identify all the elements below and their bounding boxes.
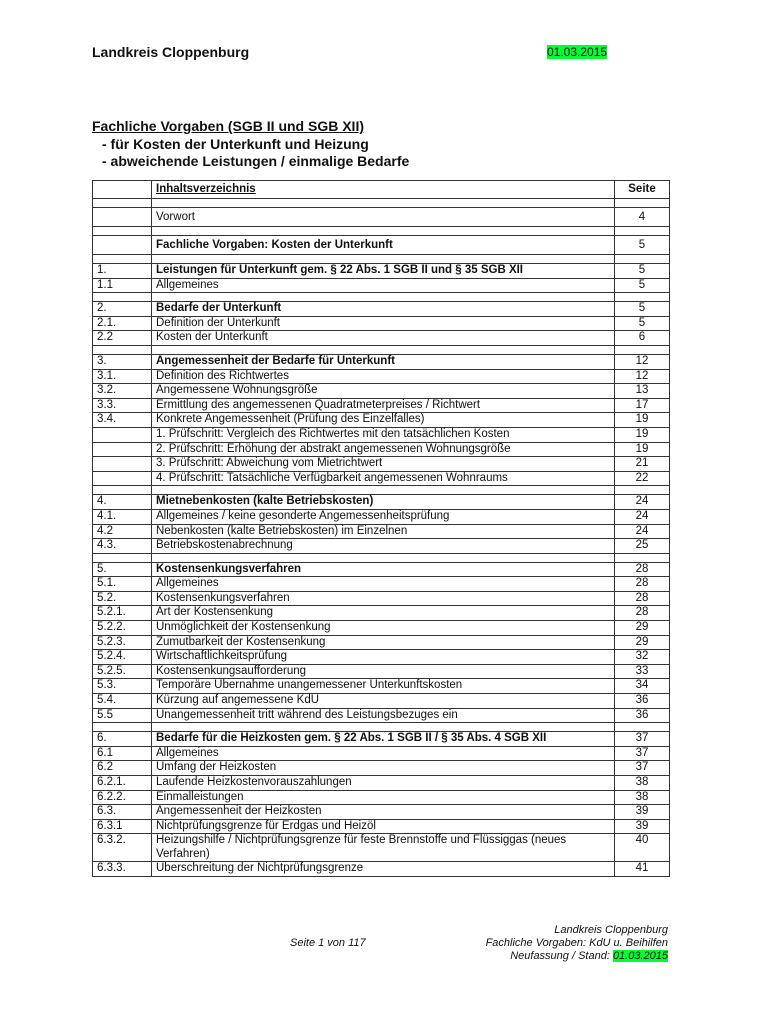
toc-entry-row (93, 761, 670, 776)
toc-entry-number (93, 442, 152, 457)
toc-entry-page: 39 (615, 819, 670, 834)
table-of-contents (92, 180, 670, 877)
toc-entry-row (93, 495, 670, 510)
footer-line-2: Fachliche Vorgaben: KdU u. Beihilfen (485, 937, 668, 949)
title-line-2: - für Kosten der Unterkunft und Heizung (102, 135, 369, 152)
toc-spacer-cell (93, 553, 152, 562)
toc-entry-page: 24 (615, 509, 670, 524)
toc-entry-row (93, 264, 670, 279)
toc-spacer-cell (93, 227, 152, 236)
toc-entry-page: 19 (615, 427, 670, 442)
toc-spacer-cell (93, 293, 152, 302)
toc-spacer-cell (615, 227, 670, 236)
toc-entry-title: Nebenkosten (kalte Betriebskosten) im Einzelnen (152, 524, 615, 539)
toc-entry-page: 6 (615, 331, 670, 346)
toc-entry-page: 33 (615, 664, 670, 679)
toc-entry-number: 3. (93, 354, 152, 369)
footer-line-1: Landkreis Cloppenburg (554, 924, 668, 936)
toc-entry-row (93, 606, 670, 621)
toc-entry-number: 5.2.5. (93, 664, 152, 679)
toc-entry-row (93, 471, 670, 486)
toc-entry-row (93, 278, 670, 293)
title-line-3: - abweichende Leistungen / einmalige Bedarfe (102, 153, 410, 169)
toc-spacer-cell (152, 723, 615, 732)
footer-stand-date: 01.03.2015 (612, 950, 668, 962)
toc-spacer-cell (615, 293, 670, 302)
toc-entry-row (93, 427, 670, 442)
toc-entry-page: 5 (615, 278, 670, 293)
toc-entry-number: 3.1. (93, 369, 152, 384)
toc-page-heading: Seite (615, 181, 670, 199)
toc-spacer-cell (152, 255, 615, 264)
toc-spacer-row (93, 553, 670, 562)
toc-entry-number: 6.1 (93, 746, 152, 761)
toc-entry-row (93, 621, 670, 636)
toc-entry-title: Umfang der Heizkosten (152, 761, 615, 776)
toc-spacer-cell (152, 486, 615, 495)
toc-spacer-cell (615, 255, 670, 264)
toc-entry-number: 5.4. (93, 694, 152, 709)
toc-entry-number: 6.3.1 (93, 819, 152, 834)
toc-entry-page: 19 (615, 442, 670, 457)
toc-spacer-row (93, 199, 670, 208)
toc-entry-page: 29 (615, 635, 670, 650)
toc-entry-title: Angemessenheit der Heizkosten (152, 805, 615, 820)
toc-entry-title: Bedarfe für die Heizkosten gem. § 22 Abs. 1 SGB II / § 35 Abs. 4 SGB XII (152, 732, 615, 747)
toc-entry-number (93, 457, 152, 472)
toc-entry-row (93, 664, 670, 679)
toc-entry-title: Wirtschaftlichkeitsprüfung (152, 650, 615, 665)
toc-entry-number: 2.1. (93, 316, 152, 331)
toc-entry-title: Unangemessenheit tritt während des Leistungsbezuges ein (152, 708, 615, 723)
toc-heading-cell (152, 181, 615, 199)
toc-entry-number: 1. (93, 264, 152, 279)
toc-entry-row (93, 369, 670, 384)
toc-entry-title: Definition der Unterkunft (152, 316, 615, 331)
toc-entry-number: 3.2. (93, 384, 152, 399)
toc-entry-number: 5.2.2. (93, 621, 152, 636)
toc-entry-row (93, 442, 670, 457)
toc-entry-title: Art der Kostensenkung (152, 606, 615, 621)
toc-entry-title: Allgemeines / keine gesonderte Angemessenheitsprüfung (152, 509, 615, 524)
toc-entry-number: 2. (93, 302, 152, 317)
toc-entry-number: 1.1 (93, 278, 152, 293)
toc-spacer-row (93, 293, 670, 302)
toc-entry-row (93, 650, 670, 665)
toc-entry-page: 29 (615, 621, 670, 636)
toc-entry-number: 5.2.3. (93, 635, 152, 650)
toc-entry-row (93, 457, 670, 472)
toc-entry-number (93, 471, 152, 486)
toc-entry-title: Nichtprüfungsgrenze für Erdgas und Heizöl (152, 819, 615, 834)
toc-spacer-cell (93, 486, 152, 495)
toc-entry-number: 6. (93, 732, 152, 747)
toc-entry-page: 5 (615, 236, 670, 255)
toc-spacer-cell (615, 723, 670, 732)
toc-entry-title: 3. Prüfschritt: Abweichung vom Mietrichtwert (152, 457, 615, 472)
toc-spacer-cell (93, 345, 152, 354)
toc-entry-title: Angemessene Wohnungsgröße (152, 384, 615, 399)
toc-entry-row (93, 790, 670, 805)
toc-entry-page: 12 (615, 369, 670, 384)
toc-entry-number (93, 208, 152, 227)
toc-header-num-cell (93, 181, 152, 199)
toc-entry-row (93, 746, 670, 761)
toc-entry-page: 38 (615, 790, 670, 805)
toc-entry-number (93, 427, 152, 442)
toc-entry-page: 5 (615, 302, 670, 317)
page-number: Seite 1 von 117 (290, 937, 366, 949)
toc-entry-number: 6.3. (93, 805, 152, 820)
toc-entry-page: 41 (615, 862, 670, 877)
toc-entry-row (93, 413, 670, 428)
toc-spacer-cell (152, 227, 615, 236)
toc-spacer-row (93, 723, 670, 732)
toc-spacer-row (93, 255, 670, 264)
toc-entry-row (93, 354, 670, 369)
toc-entry-title: Ermittlung des angemessenen Quadratmeterpreises / Richtwert (152, 398, 615, 413)
toc-entry-number: 6.2 (93, 761, 152, 776)
toc-entry-row (93, 591, 670, 606)
toc-entry-page: 22 (615, 471, 670, 486)
toc-entry-title: Heizungshilfe / Nichtprüfungsgrenze für feste Brennstoffe und Flüssiggas (neues Verfahren) (152, 834, 615, 862)
toc-entry-title: Kostensenkungsaufforderung (152, 664, 615, 679)
toc-entry-title: Definition des Richtwertes (152, 369, 615, 384)
toc-entry-title: 1. Prüfschritt: Vergleich des Richtwertes mit den tatsächlichen Kosten (152, 427, 615, 442)
toc-entry-row (93, 819, 670, 834)
toc-entry-page: 38 (615, 776, 670, 791)
document-title (92, 118, 409, 171)
toc-entry-number: 4.3. (93, 539, 152, 554)
toc-entry-row (93, 635, 670, 650)
title-line-1: Fachliche Vorgaben (SGB II und SGB XII) (92, 118, 364, 134)
header-date (547, 45, 607, 59)
footer-stand-label: Neufassung / Stand: (510, 950, 613, 962)
toc-entry-title: Kostensenkungsverfahren (152, 591, 615, 606)
toc-spacer-cell (615, 553, 670, 562)
toc-entry-page: 24 (615, 495, 670, 510)
toc-entry-page: 5 (615, 264, 670, 279)
toc-entry-row (93, 708, 670, 723)
toc-entry-row (93, 509, 670, 524)
footer-line-3 (420, 950, 668, 963)
toc-entry-page: 37 (615, 761, 670, 776)
toc-entry-row (93, 316, 670, 331)
toc-entry-title: Zumutbarkeit der Kostensenkung (152, 635, 615, 650)
toc-entry-row (93, 384, 670, 399)
toc-entry-page: 19 (615, 413, 670, 428)
toc-entry-title: Überschreitung der Nichtprüfungsgrenze (152, 862, 615, 877)
toc-spacer-cell (615, 199, 670, 208)
toc-entry-row (93, 694, 670, 709)
toc-spacer-cell (615, 345, 670, 354)
toc-entry-title: Laufende Heizkostenvorauszahlungen (152, 776, 615, 791)
header-title: Landkreis Cloppenburg (92, 44, 250, 60)
toc-entry-page: 28 (615, 606, 670, 621)
toc-entry-page: 36 (615, 708, 670, 723)
toc-entry-page: 24 (615, 524, 670, 539)
toc-spacer-cell (93, 199, 152, 208)
toc-entry-page: 40 (615, 834, 670, 862)
toc-entry-title: Temporäre Übernahme unangemessener Unterkunftskosten (152, 679, 615, 694)
toc-entry-page: 32 (615, 650, 670, 665)
toc-entry-title: Fachliche Vorgaben: Kosten der Unterkunft (152, 236, 615, 255)
toc-entry-page: 36 (615, 694, 670, 709)
toc-entry-page: 5 (615, 316, 670, 331)
toc-spacer-cell (93, 723, 152, 732)
toc-spacer-cell (152, 553, 615, 562)
toc-spacer-cell (152, 345, 615, 354)
toc-entry-title: Allgemeines (152, 746, 615, 761)
toc-entry-page: 28 (615, 562, 670, 577)
toc-entry-page: 12 (615, 354, 670, 369)
toc-entry-page: 21 (615, 457, 670, 472)
toc-entry-page: 28 (615, 577, 670, 592)
toc-entry-number: 6.2.2. (93, 790, 152, 805)
toc-entry-title: Konkrete Angemessenheit (Prüfung des Einzelfalles) (152, 413, 615, 428)
toc-entry-title: Vorwort (152, 208, 615, 227)
toc-entry-title: Kosten der Unterkunft (152, 331, 615, 346)
toc-entry-page: 13 (615, 384, 670, 399)
toc-entry-number: 3.3. (93, 398, 152, 413)
toc-spacer-cell (152, 199, 615, 208)
toc-entry-title: Allgemeines (152, 278, 615, 293)
toc-entry-title: Allgemeines (152, 577, 615, 592)
toc-entry-number (93, 236, 152, 255)
toc-header-row (93, 181, 670, 199)
toc-entry-number: 4.1. (93, 509, 152, 524)
toc-spacer-cell (152, 293, 615, 302)
toc-entry-row (93, 398, 670, 413)
toc-entry-page: 25 (615, 539, 670, 554)
toc-entry-row (93, 331, 670, 346)
toc-entry-number: 5.5 (93, 708, 152, 723)
toc-entry-number: 4. (93, 495, 152, 510)
toc-entry-title: Angemessenheit der Bedarfe für Unterkunft (152, 354, 615, 369)
toc-entry-page: 34 (615, 679, 670, 694)
toc-entry-title: 2. Prüfschritt: Erhöhung der abstrakt angemessenen Wohnungsgröße (152, 442, 615, 457)
toc-entry-title: Unmöglichkeit der Kostensenkung (152, 621, 615, 636)
toc-entry-row (93, 834, 670, 862)
toc-entry-row (93, 862, 670, 877)
toc-entry-page: 39 (615, 805, 670, 820)
toc-entry-title: Kürzung auf angemessene KdU (152, 694, 615, 709)
toc-entry-number: 5.2.1. (93, 606, 152, 621)
toc-entry-number: 3.4. (93, 413, 152, 428)
toc-entry-page: 37 (615, 746, 670, 761)
toc-entry-page: 4 (615, 208, 670, 227)
toc-entry-number: 6.3.3. (93, 862, 152, 877)
toc-entry-row (93, 776, 670, 791)
toc-entry-number: 6.3.2. (93, 834, 152, 862)
toc-entry-title: Kostensenkungsverfahren (152, 562, 615, 577)
toc-entry-row (93, 562, 670, 577)
toc-entry-row (93, 805, 670, 820)
toc-entry-row (93, 732, 670, 747)
toc-entry-row (93, 577, 670, 592)
toc-entry-title: Leistungen für Unterkunft gem. § 22 Abs. 1 SGB II und § 35 SGB XII (152, 264, 615, 279)
toc-entry-row (93, 236, 670, 255)
toc-entry-title: Betriebskostenabrechnung (152, 539, 615, 554)
toc-entry-number: 5.3. (93, 679, 152, 694)
toc-entry-page: 37 (615, 732, 670, 747)
toc-entry-number: 5.2. (93, 591, 152, 606)
toc-entry-number: 5.1. (93, 577, 152, 592)
toc-entry-number: 5. (93, 562, 152, 577)
header-date-highlight: 01.03.2015 (547, 45, 608, 59)
toc-spacer-row (93, 227, 670, 236)
toc-entry-number: 5.2.4. (93, 650, 152, 665)
toc-spacer-cell (615, 486, 670, 495)
toc-entry-number: 6.2.1. (93, 776, 152, 791)
toc-spacer-row (93, 486, 670, 495)
toc-entry-row (93, 208, 670, 227)
toc-entry-row (93, 302, 670, 317)
toc-entry-row (93, 524, 670, 539)
toc-entry-row (93, 679, 670, 694)
toc-spacer-row (93, 345, 670, 354)
toc-heading: Inhaltsverzeichnis (156, 183, 256, 195)
toc-entry-title: 4. Prüfschritt: Tatsächliche Verfügbarkeit angemessenen Wohnraums (152, 471, 615, 486)
footer (420, 924, 668, 963)
toc-entry-page: 17 (615, 398, 670, 413)
toc-entry-page: 28 (615, 591, 670, 606)
toc-spacer-cell (93, 255, 152, 264)
toc-entry-number: 4.2 (93, 524, 152, 539)
toc-entry-title: Mietnebenkosten (kalte Betriebskosten) (152, 495, 615, 510)
toc-entry-number: 2.2 (93, 331, 152, 346)
toc-entry-row (93, 539, 670, 554)
toc-entry-title: Einmalleistungen (152, 790, 615, 805)
toc-entry-title: Bedarfe der Unterkunft (152, 302, 615, 317)
